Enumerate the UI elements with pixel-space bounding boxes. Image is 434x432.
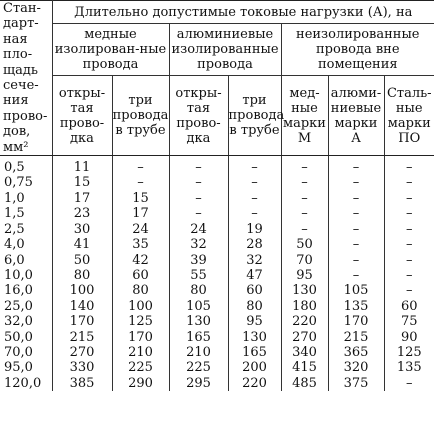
cell-value: –	[406, 206, 413, 222]
cell-value: 41	[52, 237, 112, 252]
table-row	[0, 206, 434, 221]
cell-value: 11	[52, 156, 112, 176]
cell-value: –	[169, 206, 228, 221]
cell-value: 215	[328, 330, 384, 345]
table-body	[0, 156, 434, 392]
cell-value: –	[406, 267, 413, 283]
cell-value: –	[169, 156, 228, 176]
cell-value: 80	[112, 283, 169, 298]
cell-value: 55	[169, 268, 228, 283]
cell-value: 170	[52, 314, 112, 329]
cell-value: –	[406, 175, 413, 191]
cell-value: –	[406, 190, 413, 206]
cell-value: 290	[112, 376, 169, 391]
cell-value: 17	[112, 206, 169, 221]
cell-area: 32,0	[0, 314, 52, 329]
cell-value: 60	[228, 283, 281, 298]
cell-value: –	[328, 253, 384, 268]
cell-value: 28	[228, 237, 281, 252]
cell-value: 105	[328, 283, 384, 298]
cell-value: 270	[52, 345, 112, 360]
header-area-line: сече-	[3, 78, 39, 94]
cell-value: –	[328, 156, 384, 176]
cell-value: –	[406, 252, 413, 268]
cell-value: 295	[169, 376, 228, 391]
cell-value: 32	[228, 253, 281, 268]
header-sub-al-pipe: три провода в трубе	[228, 75, 281, 155]
header-area-line: щадь	[3, 62, 38, 78]
header-group-bare: неизолированные провода вне помещения	[281, 24, 434, 76]
cell-value: –	[281, 191, 328, 206]
cell-value: 270	[281, 330, 328, 345]
cell-value: –	[228, 191, 281, 206]
cell-value: 225	[169, 360, 228, 375]
cell-value: 17	[52, 191, 112, 206]
cell-value: 60	[400, 298, 418, 314]
cell-value: 340	[281, 345, 328, 360]
cell-area: 1,0	[0, 191, 52, 206]
cell-area: 120,0	[0, 376, 52, 391]
header-area-line: прово-	[3, 108, 48, 124]
cell-value: 39	[169, 253, 228, 268]
cell-value: 24	[112, 222, 169, 237]
cell-area: 1,5	[0, 206, 52, 221]
table-row	[0, 376, 434, 391]
cell-value: 210	[169, 345, 228, 360]
cell-value: 105	[169, 299, 228, 314]
cell-value: –	[328, 268, 384, 283]
cell-value: 24	[169, 222, 228, 237]
cell-value: –	[406, 160, 413, 176]
cell-value: 220	[228, 376, 281, 391]
table-row	[0, 283, 434, 298]
header-group-copper: медные изолирован-ные провода	[52, 24, 169, 76]
table-row	[0, 330, 434, 345]
cell-area: 0,5	[0, 156, 52, 176]
table-row	[0, 268, 434, 283]
header-area	[0, 1, 52, 156]
cell-value: 60	[112, 268, 169, 283]
cell-area: 4,0	[0, 237, 52, 252]
header-area-line: дов,	[3, 124, 31, 140]
cell-value: –	[281, 156, 328, 176]
cell-value: –	[406, 283, 413, 299]
table-row	[0, 222, 434, 237]
cell-area: 70,0	[0, 345, 52, 360]
cell-value: 165	[228, 345, 281, 360]
cell-value: 95	[281, 268, 328, 283]
cell-value: 135	[396, 360, 422, 376]
cell-value: 130	[169, 314, 228, 329]
cell-value: –	[328, 191, 384, 206]
cell-area: 25,0	[0, 299, 52, 314]
cell-value: –	[228, 175, 281, 190]
header-sub-bare-a: алюми-ниевые марки А	[328, 75, 384, 155]
cell-value: –	[112, 156, 169, 176]
cell-area: 6,0	[0, 253, 52, 268]
cell-value: –	[228, 156, 281, 176]
cell-value: 75	[400, 314, 418, 330]
cell-value: 19	[228, 222, 281, 237]
header-area-line: ная	[3, 31, 28, 47]
cell-value: 485	[281, 376, 328, 391]
table-row	[0, 156, 434, 176]
cell-value: –	[281, 175, 328, 190]
table-row	[0, 253, 434, 268]
cell-value: 42	[112, 253, 169, 268]
cell-value: –	[328, 222, 384, 237]
cell-area: 16,0	[0, 283, 52, 298]
cell-value: 180	[281, 299, 328, 314]
table-row	[0, 237, 434, 252]
cell-value: 125	[112, 314, 169, 329]
header-area-line: пло-	[3, 47, 33, 63]
header-area-line: ния	[3, 93, 29, 109]
cell-value: 15	[112, 191, 169, 206]
cell-value: 375	[328, 376, 384, 391]
header-area-line: Стан-	[3, 1, 41, 16]
cell-value: –	[328, 175, 384, 190]
cell-value: 170	[112, 330, 169, 345]
table-row	[0, 175, 434, 190]
cell-value: 50	[281, 237, 328, 252]
table-row	[0, 191, 434, 206]
header-area-line: мм²	[3, 139, 29, 155]
header-area-line: дарт-	[3, 16, 39, 32]
cell-value: 32	[169, 237, 228, 252]
header-sub-bare-m: мед-ные марки М	[281, 75, 328, 155]
cell-value: 415	[281, 360, 328, 375]
cell-value: 200	[228, 360, 281, 375]
header-main: Длительно допустимые токовые нагрузки (А), на	[52, 1, 434, 24]
cell-value: 135	[328, 299, 384, 314]
cell-value: 140	[52, 299, 112, 314]
header-sub-cu-open: откры-тая прово-дка	[52, 75, 112, 155]
cell-value: –	[112, 175, 169, 190]
cell-value: 80	[169, 283, 228, 298]
table-row	[0, 360, 434, 375]
cell-value: 35	[112, 237, 169, 252]
cell-value: 70	[281, 253, 328, 268]
cell-value: 365	[328, 345, 384, 360]
header-sub-bare-po: Сталь-ные марки ПО	[384, 75, 434, 155]
table-row	[0, 314, 434, 329]
cell-value: 47	[228, 268, 281, 283]
table-row	[0, 299, 434, 314]
cell-value: 125	[396, 344, 422, 360]
cell-value: 130	[281, 283, 328, 298]
cell-value: 165	[169, 330, 228, 345]
cell-value: –	[406, 237, 413, 253]
cell-value: 130	[228, 330, 281, 345]
cell-value: –	[328, 237, 384, 252]
cell-area: 0,75	[0, 175, 52, 190]
cell-value: –	[406, 221, 413, 237]
cell-value: 385	[52, 376, 112, 391]
table-row	[0, 345, 434, 360]
cell-value: –	[328, 206, 384, 221]
cell-value: 95	[228, 314, 281, 329]
cell-value: 80	[228, 299, 281, 314]
cell-area: 2,5	[0, 222, 52, 237]
cell-value: 15	[52, 175, 112, 190]
cell-value: 80	[52, 268, 112, 283]
cell-value: –	[281, 206, 328, 221]
cell-area: 95,0	[0, 360, 52, 375]
cell-area: 50,0	[0, 330, 52, 345]
cell-value: 170	[328, 314, 384, 329]
cell-value: 50	[52, 253, 112, 268]
cell-value: 215	[52, 330, 112, 345]
cell-value: 90	[400, 329, 418, 345]
cell-value: –	[406, 375, 413, 391]
cell-value: –	[228, 206, 281, 221]
header-group-aluminium: алюминиевые изолированные провода	[169, 24, 281, 76]
cell-value: 320	[328, 360, 384, 375]
cell-value: 220	[281, 314, 328, 329]
cell-value: 30	[52, 222, 112, 237]
cell-value: –	[169, 175, 228, 190]
header-sub-cu-pipe: три провода в трубе	[112, 75, 169, 155]
cell-value: 210	[112, 345, 169, 360]
header-sub-al-open: откры-тая прово-дка	[169, 75, 228, 155]
cell-value: –	[169, 191, 228, 206]
cell-value: 330	[52, 360, 112, 375]
cell-value: –	[281, 222, 328, 237]
cell-area: 10,0	[0, 268, 52, 283]
cell-value: 23	[52, 206, 112, 221]
cell-value: 100	[52, 283, 112, 298]
cell-value: 100	[112, 299, 169, 314]
cell-value: 225	[112, 360, 169, 375]
